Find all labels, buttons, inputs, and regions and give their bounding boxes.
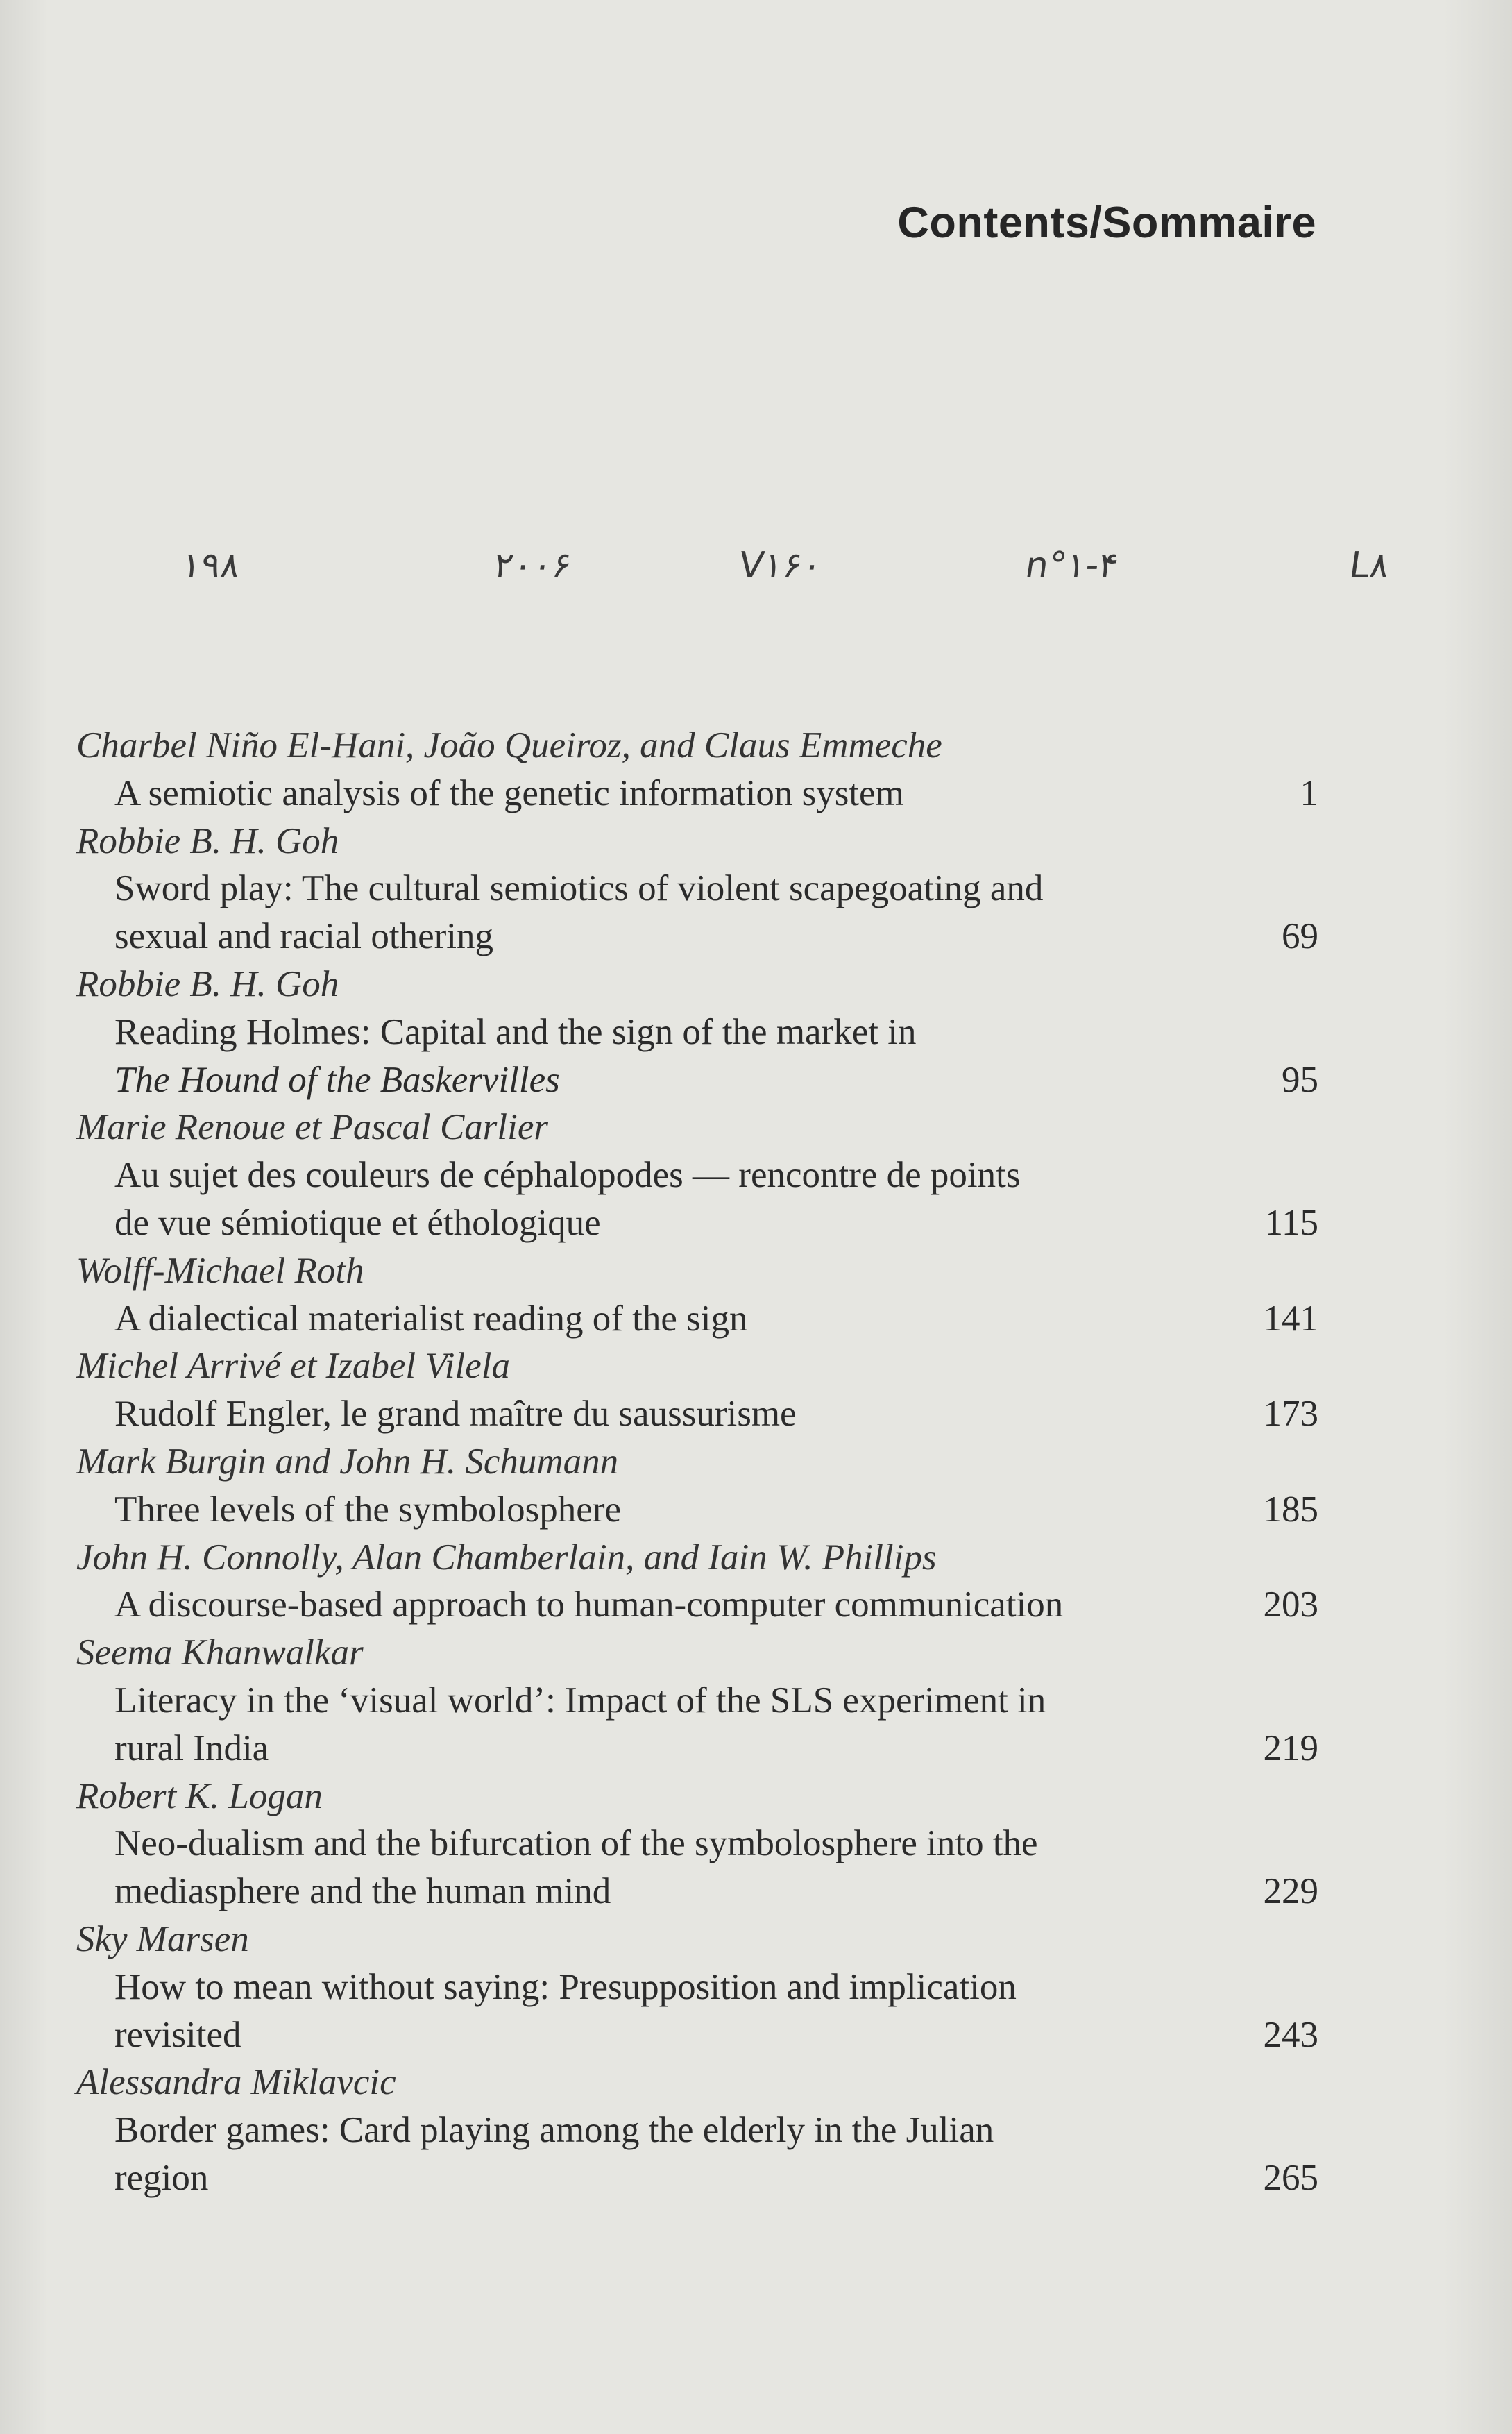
handwritten-note: L۸ — [1346, 545, 1393, 586]
entry-title[interactable] — [76, 1677, 1318, 1773]
entry-title[interactable] — [76, 1008, 1318, 1104]
entry-author: Robbie B. H. Goh — [76, 820, 339, 861]
title-line: Rudolf Engler, le grand maître du saussurisme — [114, 1394, 797, 1435]
toc-entry — [76, 1342, 1318, 1438]
page-number: 229 — [1263, 1871, 1318, 1912]
toc-entry — [76, 1247, 1318, 1343]
title-line: A semiotic analysis of the genetic information system — [114, 772, 904, 813]
entry-title[interactable] — [76, 1581, 1318, 1629]
entry-author: Charbel Niño El-Hani, João Queiroz, and Claus Emmeche — [76, 725, 942, 766]
title-line: region — [114, 2157, 209, 2198]
toc-entry — [76, 1916, 1318, 2059]
entry-author: Robert K. Logan — [76, 1775, 323, 1816]
entry-author: Robbie B. H. Goh — [76, 963, 339, 1004]
toc-entry — [76, 1773, 1318, 1916]
entry-title[interactable] — [76, 2106, 1318, 2202]
entry-title[interactable] — [76, 1963, 1318, 2059]
title-line: Border games: Card playing among the elderly in the Julian — [114, 2110, 994, 2151]
page-number: 95 — [1282, 1059, 1318, 1100]
entry-author: Marie Renoue et Pascal Carlier — [76, 1107, 549, 1148]
title-line: A dialectical materialist reading of the sign — [114, 1298, 748, 1339]
toc-entry — [76, 1534, 1318, 1630]
title-line: rural India — [114, 1727, 269, 1768]
entry-title[interactable] — [76, 1151, 1318, 1247]
entry-author: Sky Marsen — [76, 1918, 249, 1959]
title-line: How to mean without saying: Presupposition and implication — [114, 1966, 1017, 2007]
toc-entry — [76, 722, 1318, 818]
title-line: The Hound of the Baskervilles — [114, 1059, 560, 1100]
title-line: Neo-dualism and the bifurcation of the symbolosphere into the — [114, 1823, 1038, 1864]
title-line: sexual and racial othering — [114, 916, 493, 957]
entry-author: John H. Connolly, Alan Chamberlain, and Iain W. Phillips — [76, 1537, 937, 1578]
entry-title[interactable] — [76, 1390, 1318, 1438]
toc-entry — [76, 1438, 1318, 1534]
entry-title[interactable] — [76, 1820, 1318, 1916]
page-number: 185 — [1263, 1489, 1318, 1530]
entry-title[interactable] — [76, 1486, 1318, 1534]
entry-author: Seema Khanwalkar — [76, 1632, 364, 1673]
entry-title[interactable] — [76, 770, 1318, 818]
page-number: 1 — [1300, 772, 1318, 813]
entry-title[interactable] — [76, 1295, 1318, 1343]
title-line: Sword play: The cultural semiotics of violent scapegoating and — [114, 868, 1044, 909]
entry-author: Mark Burgin and John H. Schumann — [76, 1441, 619, 1482]
page-number: 203 — [1263, 1584, 1318, 1625]
entry-author: Michel Arrivé et Izabel Vilela — [76, 1346, 511, 1387]
page-number: 219 — [1263, 1727, 1318, 1768]
page-number: 243 — [1263, 2014, 1318, 2055]
toc-entry — [76, 961, 1318, 1104]
entry-author: Wolff-Michael Roth — [76, 1250, 364, 1291]
table-of-contents — [76, 722, 1318, 2202]
handwritten-notes — [0, 545, 1512, 607]
entry-title[interactable] — [76, 865, 1318, 961]
handwritten-note: ۱۹۸ — [178, 545, 244, 586]
handwritten-note: V۱۶۰ — [736, 545, 825, 586]
title-line: Au sujet des couleurs de céphalopodes — rencontre de points — [114, 1155, 1021, 1196]
handwritten-note: ۲۰۰۶ — [491, 545, 575, 586]
page-number: 265 — [1263, 2157, 1318, 2198]
handwritten-note: n°۱-۴ — [1022, 545, 1121, 586]
toc-entry — [76, 2059, 1318, 2201]
page-title: Contents/Sommaire — [897, 198, 1316, 247]
title-line: A discourse-based approach to human-computer communication — [114, 1584, 1064, 1625]
entry-author: Alessandra Miklavcic — [76, 2062, 396, 2103]
title-line: Literacy in the ‘visual world’: Impact of the SLS experiment in — [114, 1680, 1046, 1721]
title-line: mediasphere and the human mind — [114, 1871, 611, 1912]
page-number: 173 — [1263, 1394, 1318, 1435]
title-line: Three levels of the symbolosphere — [114, 1489, 621, 1530]
toc-entry — [76, 1629, 1318, 1772]
title-line: Reading Holmes: Capital and the sign of the market in — [114, 1011, 917, 1052]
page-number: 141 — [1263, 1298, 1318, 1339]
page-number: 115 — [1264, 1202, 1318, 1243]
toc-entry — [76, 1104, 1318, 1246]
page-number: 69 — [1282, 916, 1318, 957]
toc-entry — [76, 818, 1318, 961]
title-line: de vue sémiotique et éthologique — [114, 1202, 601, 1243]
title-line: revisited — [114, 2014, 241, 2055]
